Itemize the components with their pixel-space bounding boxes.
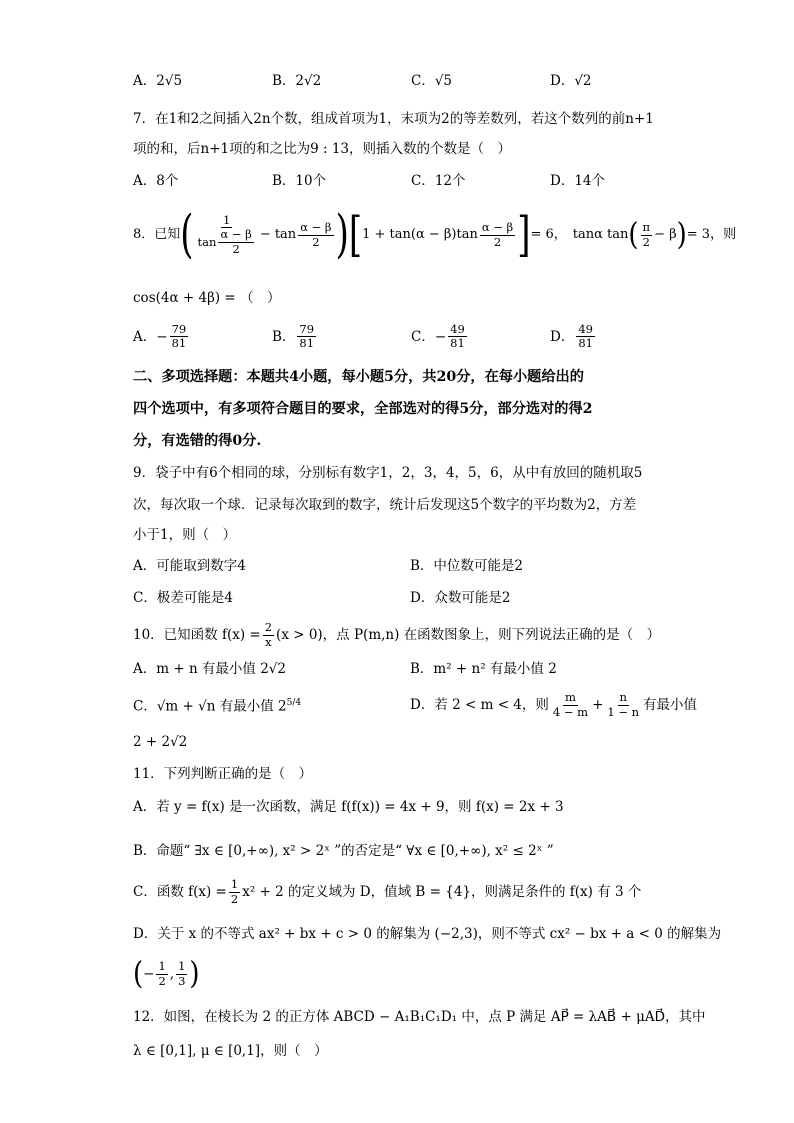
q8-eq-6: = 6， xyxy=(530,227,567,243)
q7-option-b: B．10个 xyxy=(272,173,327,189)
section-2-heading-line-2: 四个选项中，有多项符合题目的要求，全部选对的得5分，部分选对的得2 xyxy=(133,401,593,417)
q11-title: 11．下列判断正确的是（ ） xyxy=(133,766,313,782)
q11-option-b: B．命题“ ∃x ∈ [0,+∞), x² > 2ˣ ”的否定是“ ∀x ∈ [0,+∞), x² ≤ 2ˣ ” xyxy=(133,843,554,859)
section-2-heading-line-1: 二、多项选择题：本题共4小题，每小题5分，共20分，在每小题给出的 xyxy=(133,369,584,385)
q6-option-a: A．2√5 xyxy=(133,73,183,89)
q8-minus-tan: − tan xyxy=(259,227,297,243)
q12-line-1: 12．如图，在棱长为 2 的正方体 ABCD − A₁B₁C₁D₁ 中，点 P 满足 AP⃗ = λAB⃗ + μAD⃗，其中 xyxy=(133,1009,706,1025)
q8-half-angle-fraction-2: $\frac{\alpha - \beta}{2}$ xyxy=(481,220,514,249)
q9-line-2: 次，每次取一个球．记录每次取到的数字，统计后发现这5个数字的平均数为2，方差 xyxy=(133,497,637,513)
q11-option-d: D．关于 x 的不等式 ax² + bx + c > 0 的解集为 (−2,3)，则不等式 cx² − bx + a < 0 的解集为 xyxy=(133,926,722,942)
q11-option-d-interval: ( − $\frac{1}{2}$ , $\frac{1}{3}$ ) xyxy=(133,956,200,992)
q10-option-d-line-2: 2 + 2√2 xyxy=(133,734,188,750)
q11-option-c: C．函数 f(x) = $\frac{1}{2}$ x² + 2 的定义域为 D，值域 B = {4}，则满足条件的 f(x) 有 3 个 xyxy=(133,877,642,906)
q6-option-c: C．√5 xyxy=(411,73,453,89)
q6-option-b: B．2√2 xyxy=(272,73,322,89)
q8-inverse-tan-fraction: 1 tan $\frac{\alpha - \beta}{2}$ xyxy=(197,213,252,256)
q8-option-c: C．− $\frac{49}{81}$ xyxy=(411,322,465,351)
q6-option-d: D．√2 xyxy=(550,73,592,89)
q10-option-d: D．若 2 < m < 4，则 $\frac{m}{4 - m}$ + $\frac{n}{1 - n}$ 有最小值 xyxy=(410,690,698,719)
q9-option-d: D．众数可能是2 xyxy=(410,590,511,606)
q10-stem: 10．已知函数 f(x) = $\frac{2}{x}$ (x > 0)，点 P(m,n) 在函数图象上，则下列说法正确的是（ ） xyxy=(133,620,661,649)
q8-line-2: cos(4α + 4β) = （ ） xyxy=(133,290,281,306)
q7-option-d: D．14个 xyxy=(550,173,606,189)
q9-line-1: 9．袋子中有6个相同的球，分别标有数字1，2，3，4，5，6，从中有放回的随机取5 xyxy=(133,465,643,481)
q8-option-d: D． $\frac{49}{81}$ xyxy=(550,322,593,351)
q8-half-angle-fraction: $\frac{\alpha - \beta}{2}$ xyxy=(300,220,332,249)
q10-option-c: C．√m + √n 有最小值 $2^{5/4}$ xyxy=(133,698,302,715)
q8-formula: 8．已知 ( 1 tan $\frac{\alpha - \beta}{2}$ − tan $\frac{\alpha - \beta}{2}$ ) [ 1 + tan(α − β)tan $\frac{\alpha - \beta}{2}$ ] = 6， tanα tan ( $\frac{\pi}{2}$ − β ) = 3，则 xyxy=(133,205,737,265)
q8-pi-half: $\frac{\pi}{2}$ xyxy=(642,220,651,249)
q8-option-a: A．− $\frac{79}{81}$ xyxy=(133,322,187,351)
q8-prefix: 8．已知 xyxy=(133,227,181,243)
q12-line-2: λ ∈ [0,1], μ ∈ [0,1]，则（ ） xyxy=(133,1043,328,1059)
q8-tan-alpha-tan: tanα tan xyxy=(572,227,629,243)
q8-eq-3: = 3，则 xyxy=(686,227,737,243)
q9-line-3: 小于1，则（ ） xyxy=(133,527,237,543)
section-2-heading-line-3: 分，有选错的得0分. xyxy=(133,433,262,449)
q7-option-c: C．12个 xyxy=(411,173,466,189)
q8-option-b: B． $\frac{79}{81}$ xyxy=(272,322,315,351)
q11-option-a: A．若 y = f(x) 是一次函数，满足 f(f(x)) = 4x + 9，则 f(x) = 2x + 3 xyxy=(133,799,564,815)
q7-line-2: 项的和，后n+1项的和之比为9 : 13，则插入数的个数是（ ） xyxy=(133,141,511,157)
q7-line-1: 7．在1和2之间插入2n个数，组成首项为1，末项为2的等差数列，若这个数列的前n+1 xyxy=(133,111,654,127)
q10-option-b: B．m² + n² 有最小值 2 xyxy=(410,661,557,677)
q7-option-a: A．8个 xyxy=(133,173,179,189)
q9-option-b: B．中位数可能是2 xyxy=(410,558,524,574)
q9-option-c: C．极差可能是4 xyxy=(133,590,233,606)
q9-option-a: A．可能取到数字4 xyxy=(133,558,246,574)
q8-one-plus-tan: 1 + tan(α − β)tan xyxy=(362,227,478,243)
q10-option-a: A．m + n 有最小值 2√2 xyxy=(133,661,287,677)
